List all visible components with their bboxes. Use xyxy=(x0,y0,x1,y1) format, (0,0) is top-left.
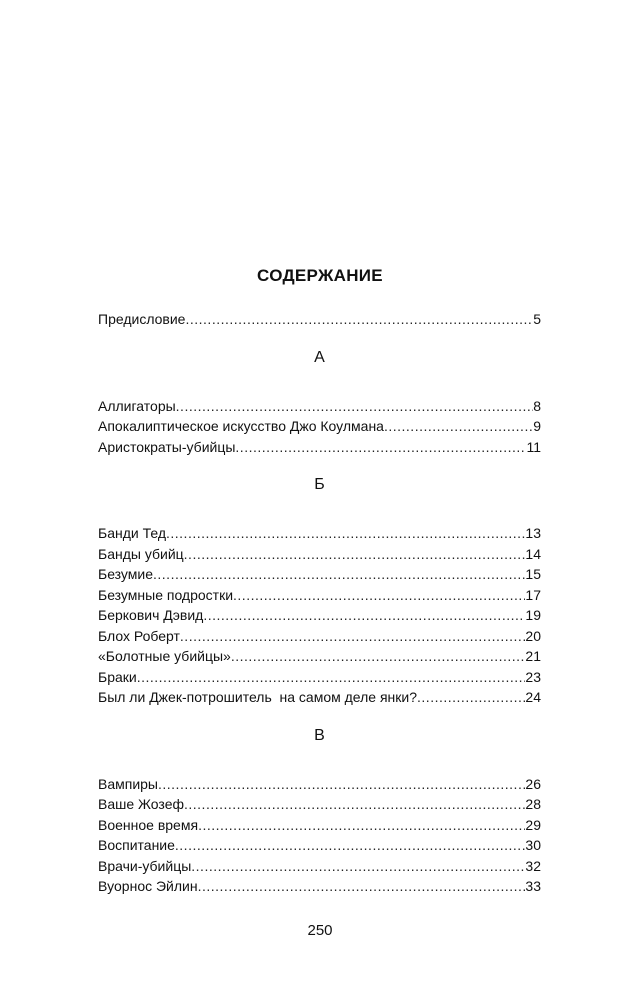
toc-entry-page: 15 xyxy=(525,566,541,582)
dot-leader xyxy=(176,396,534,417)
toc-entry xyxy=(98,416,541,437)
toc-entry-title: Военное время xyxy=(98,816,199,833)
toc-entry xyxy=(98,856,541,877)
section-letter-v: В xyxy=(314,726,325,744)
dot-leader xyxy=(175,835,526,856)
toc-entry xyxy=(98,815,541,836)
toc-entry-title: Аллигаторы xyxy=(98,397,176,414)
toc-entry-page: 5 xyxy=(533,311,541,327)
dot-leader xyxy=(203,605,525,626)
toc-entry xyxy=(98,544,541,565)
toc-entry xyxy=(98,667,541,688)
toc-entry-title: Блох Роберт xyxy=(98,627,180,644)
toc-entry-title: Был ли Джек-потрошитель на самом деле янки? xyxy=(98,689,418,705)
toc-entry xyxy=(98,876,541,897)
toc-entry-page: 30 xyxy=(525,837,541,853)
table-of-contents xyxy=(98,309,541,897)
dot-leader xyxy=(233,585,525,606)
toc-entry-page: 11 xyxy=(526,438,541,455)
dot-leader xyxy=(153,564,525,585)
toc-entry-page: 29 xyxy=(525,816,541,833)
toc-entry-page: 8 xyxy=(533,397,541,414)
toc-entry-title: Предисловие xyxy=(98,311,186,327)
toc-entry-page: 14 xyxy=(525,545,541,562)
toc-entry-page: 28 xyxy=(525,796,541,812)
toc-entry-page: 26 xyxy=(525,775,541,792)
toc-entry xyxy=(98,774,541,795)
toc-entry-title: Воспитание xyxy=(98,837,175,853)
toc-entry-title: Безумные подростки xyxy=(98,586,234,603)
dot-leader xyxy=(184,794,525,815)
toc-entry-page: 24 xyxy=(525,689,541,705)
section-letter-b: Б xyxy=(314,476,325,493)
toc-entry-page: 13 xyxy=(525,525,541,541)
toc-entry-page: 17 xyxy=(525,586,541,603)
dot-leader xyxy=(185,309,533,330)
toc-entry-title: Апокалиптическое искусство Джо Коулмана xyxy=(98,418,384,434)
dot-leader xyxy=(191,856,525,877)
toc-entry-title: Вампиры xyxy=(98,775,158,792)
toc-entry xyxy=(98,605,541,626)
toc-entry-title: Банди Тед xyxy=(98,525,166,541)
dot-leader xyxy=(166,523,525,544)
dot-leader xyxy=(184,544,526,565)
toc-entry-title: Ваше Жозеф xyxy=(98,796,184,812)
toc-entry-title: «Болотные убийцы» xyxy=(98,648,231,664)
section-letter-a: А xyxy=(314,348,325,366)
dot-leader xyxy=(384,416,533,437)
toc-entry-title: Безумие xyxy=(98,566,154,582)
page-title: СОДЕРЖАНИЕ xyxy=(257,266,383,285)
toc-entry xyxy=(98,585,541,606)
toc-entry-title: Врачи-убийцы xyxy=(98,857,192,874)
toc-entry xyxy=(98,835,541,856)
toc-entry xyxy=(98,437,541,458)
dot-leader xyxy=(137,667,526,688)
page-number: 250 xyxy=(307,922,333,939)
toc-entry-page: 19 xyxy=(525,607,541,623)
dot-leader xyxy=(158,774,525,795)
dot-leader xyxy=(417,687,525,708)
toc-entry xyxy=(98,687,541,708)
toc-entry xyxy=(98,794,541,815)
toc-entry-title: Беркович Дэвид xyxy=(98,607,204,623)
toc-entry-page: 23 xyxy=(525,668,541,685)
toc-entry xyxy=(98,626,541,647)
toc-entry-title: Вуорнос Эйлин xyxy=(98,878,198,894)
toc-entry-title: Аристократы-убийцы xyxy=(98,438,236,455)
dot-leader xyxy=(180,626,526,647)
toc-entry xyxy=(98,646,541,667)
dot-leader xyxy=(198,815,525,836)
toc-entry xyxy=(98,564,541,585)
dot-leader xyxy=(231,646,526,667)
toc-entry-page: 32 xyxy=(525,857,541,874)
toc-entry-title: Браки xyxy=(98,668,137,685)
dot-leader xyxy=(198,876,526,897)
toc-entry-title: Банды убийц xyxy=(98,545,184,562)
toc-entry-page: 33 xyxy=(525,878,541,894)
toc-entry-page: 21 xyxy=(525,648,541,664)
toc-entry-preface xyxy=(98,309,541,330)
toc-entry xyxy=(98,396,541,417)
dot-leader xyxy=(235,437,526,458)
toc-entry xyxy=(98,523,541,544)
toc-entry-page: 20 xyxy=(525,627,541,644)
toc-entry-page: 9 xyxy=(533,418,541,434)
